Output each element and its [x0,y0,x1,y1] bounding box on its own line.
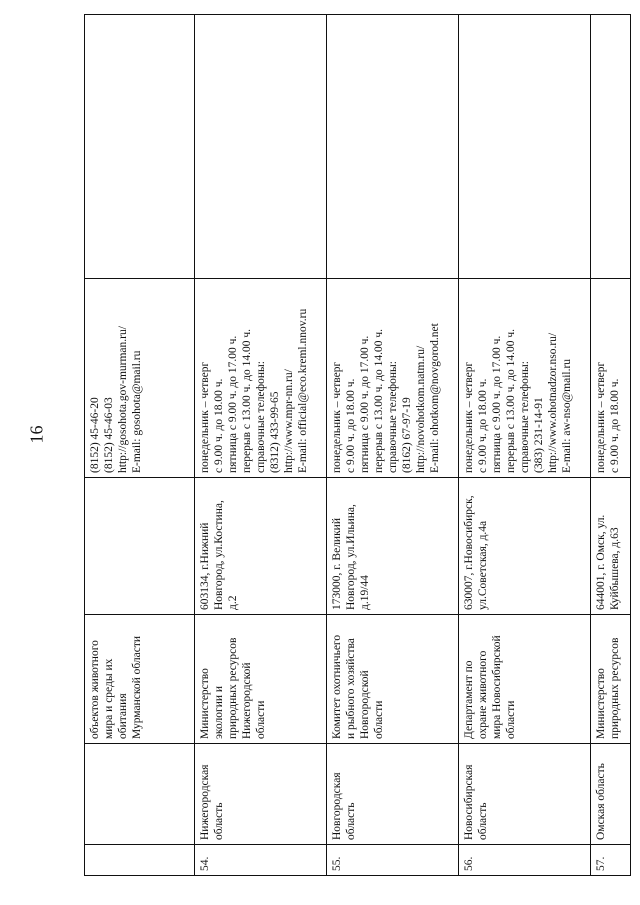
empty-cell [195,15,327,279]
address-cell-line: 630007, г.Новосибирск, [463,495,475,610]
region-cell [195,744,327,845]
organization-cell-line: области [505,700,518,739]
contacts-cell-line: E-mail: aw-nso@mail.ru [561,358,574,473]
region-cell-line: Нижегородская [199,764,211,840]
region-cell-line: область [477,802,490,840]
table-row [85,15,195,876]
rotated-table-container [84,14,622,876]
organization-cell [591,615,631,744]
row-number [85,845,195,876]
region-cell [459,744,591,845]
address-cell-line: 644001, г. Омск, ул. [595,514,607,610]
contacts-cell-line: (8152) 45-46-20 [89,397,101,473]
organization-cell-line: Министерство [199,668,211,739]
organization-cell-line: охране животного [477,650,490,739]
contacts-cell-line: понедельник – четверг [595,361,607,473]
region-cell [591,744,631,845]
region-cell-line: Новгородская [331,772,343,840]
address-cell [85,478,195,615]
contacts-cell-line: E-mail: gosohota@mail.ru [131,350,144,473]
contacts-cell-line: с 9.00 ч. до 18.00 ч. [213,378,226,473]
contacts-cell-line: с 9.00 ч. до 18.00 ч. [345,378,358,473]
contacts-cell-line: понедельник – четверг [463,361,475,473]
organization-cell-line: объектов животного [89,640,101,739]
organization-cell-line: Департамент по [463,660,475,739]
address-cell-line: д.2 [227,595,240,610]
address-cell [327,478,459,615]
empty-cell [591,15,631,279]
contacts-cell [327,279,459,478]
contacts-cell-line: с 9.00 ч. до 18.00 ч. [477,378,490,473]
row-number: 57. [591,845,631,876]
contacts-cell-line: (8162) 67-97-19 [401,397,414,473]
organization-cell-line: мира и среды их [103,658,116,739]
contacts-cell-line: http://gosohota.gov-murman.ru/ [117,326,130,473]
organization-cell-line: Мурманской области [131,635,144,739]
contacts-cell-line: (383) 231-14-91 [533,397,546,473]
contacts-cell [195,279,327,478]
contacts-cell-line: справочные телефоны: [519,361,532,473]
address-cell-line: д.19/44 [359,575,372,610]
contacts-cell-line: (8152) 45-46-03 [103,397,116,473]
address-cell [459,478,591,615]
row-number: 54. [195,845,327,876]
empty-cell [85,15,195,279]
contacts-cell [591,279,631,478]
organization-cell-line: Нижегородской [241,662,254,739]
contacts-cell-line: перерыв с 13.00 ч. до 14.00 ч. [241,328,254,473]
organization-cell-line: и рыбного хозяйства [345,638,358,739]
region-cell-line: область [345,802,358,840]
contacts-cell-line: E-mail: ohotkom@novgorod.net [429,323,442,473]
address-cell [195,478,327,615]
organization-cell-line: области [373,700,386,739]
contacts-cell-line: справочные телефоны: [255,361,268,473]
row-number: 56. [459,845,591,876]
organization-cell [85,615,195,744]
address-cell-line: Новгород, ул.Костина, [213,500,226,610]
address-cell-line: Новгород, ул.Ильина, [345,504,358,610]
contacts-cell-line: перерыв с 13.00 ч. до 14.00 ч. [505,328,518,473]
contacts-cell-line: E-mail: official@eco.kreml.nnov.ru [297,308,310,473]
contacts-cell-line: справочные телефоны: [387,361,400,473]
address-cell-line: 603134, г.Нижний [199,522,211,610]
contacts-cell-line: с 9.00 ч. до 18.00 ч. [609,378,622,473]
contacts-cell-line: пятница с 9.00 ч. до 17.00 ч. [227,335,240,473]
contacts-cell-line: перерыв с 13.00 ч. до 14.00 ч. [373,328,386,473]
contacts-table [84,14,631,876]
organization-cell-line: природных ресурсов [609,637,622,739]
address-cell [591,478,631,615]
organization-cell [459,615,591,744]
contacts-cell-line: http://novohotkom.natm.ru/ [415,345,428,473]
region-cell [327,744,459,845]
row-number: 55. [327,845,459,876]
region-cell-line: область [213,802,226,840]
organization-cell-line: экологии и [213,685,226,739]
organization-cell-line: обитания [117,693,130,739]
organization-cell-line: природных ресурсов [227,637,240,739]
region-cell-line: Новосибирская [463,764,475,840]
contacts-cell-line: http://www.ohotnadzor.nso.ru/ [547,332,560,473]
contacts-cell-line: понедельник – четверг [199,361,211,473]
empty-cell [327,15,459,279]
table-row [591,15,631,876]
table-row [327,15,459,876]
organization-cell-line: мира Новосибирской [491,635,504,739]
empty-cell [459,15,591,279]
address-cell-line: Куйбышева, д.63 [609,527,622,610]
contacts-cell-line: http://www.mpr-nn.ru/ [283,369,296,473]
page-number: 16 [26,425,47,444]
contacts-cell [459,279,591,478]
contacts-cell-line: (8312) 433-99-65 [269,391,282,473]
contacts-cell-line: пятница с 9.00 ч. до 17.00 ч. [491,335,504,473]
region-cell-line: Омская область [595,763,607,840]
contacts-cell [85,279,195,478]
organization-cell [195,615,327,744]
organization-cell-line: Министерство [595,668,607,739]
contacts-cell-line: пятница с 9.00 ч. до 17.00 ч. [359,335,372,473]
address-cell-line: ул.Советская, д.4а [477,520,490,610]
organization-cell [327,615,459,744]
table-row [459,15,591,876]
address-cell-line: 173000, г. Великий [331,518,343,610]
table-row [195,15,327,876]
organization-cell-line: области [255,700,268,739]
organization-cell-line: Комитет охотничьего [331,634,343,739]
region-cell [85,744,195,845]
contacts-cell-line: понедельник – четверг [331,361,343,473]
organization-cell-line: Новгородской [359,670,372,739]
